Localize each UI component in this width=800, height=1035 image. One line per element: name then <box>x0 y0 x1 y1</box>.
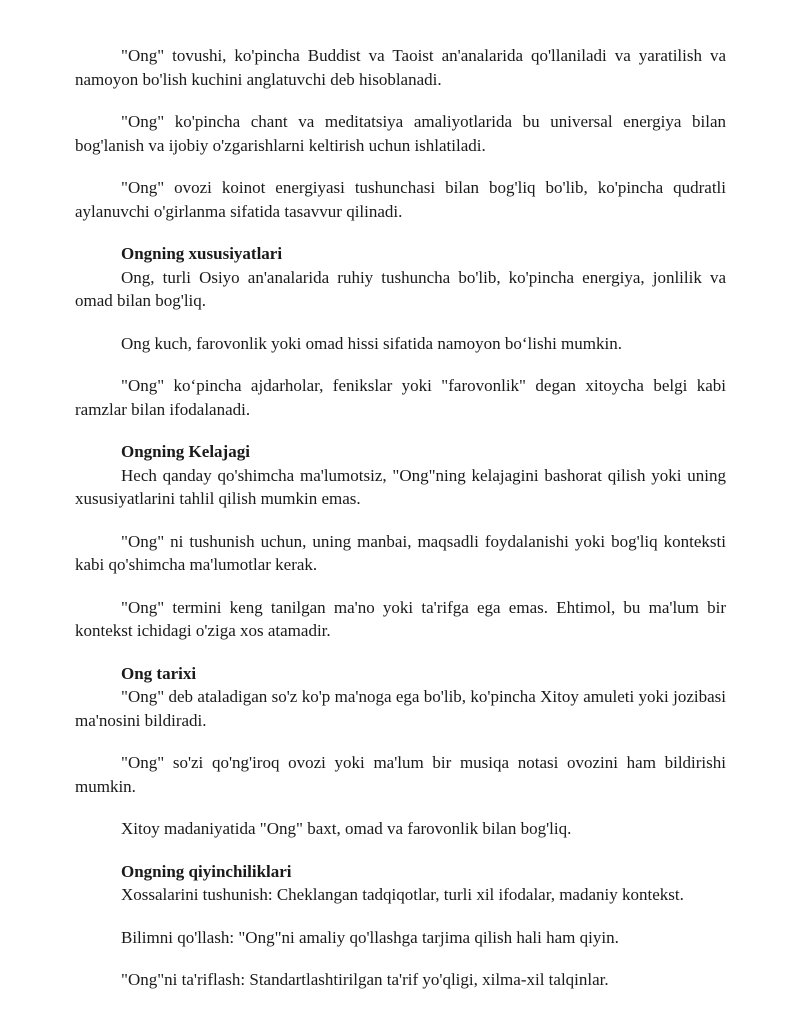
paragraph-future-3: "Ong" termini keng tanilgan ma'no yoki ta'rifga ega emas. Ehtimol, bu ma'lum bir kontekst ichidagi o'ziga xos atamadir. <box>75 597 726 640</box>
paragraph-future-1: Hech qanday qo'shimcha ma'lumotsiz, "Ong"ning kelajagini bashorat qilish yoki uning xususiyatlarini tahlil qilish mumkin emas. <box>75 465 726 508</box>
paragraph-history-2: "Ong" so'zi qo'ng'iroq ovozi yoki ma'lum bir musiqa notasi ovozini ham bildirishi mumkin. <box>75 753 726 796</box>
heading-history: Ong tarixi <box>121 663 197 683</box>
heading-features: Ongning xususiyatlari <box>121 244 283 263</box>
paragraph-challenges-2: Bilimni qo'llash: "Ong"ni amaliy qo'llashga tarjima qilish hali ham qiyin. <box>121 927 619 947</box>
paragraph-challenges-3: "Ong"ni ta'riflash: Standartlashtirilgan ta'rif yo'qligi, xilma-xil talqinlar. <box>121 970 609 989</box>
paragraph-history-3: Xitoy madaniyatida "Ong" baxt, omad va farovonlik bilan bog'liq. <box>121 819 572 838</box>
paragraph-history-1: "Ong" deb ataladigan so'z ko'p ma'noga ega bo'lib, ko'pincha Xitoy amuleti yoki jozibasi ma'nosini bildiradi. <box>75 687 726 730</box>
paragraph-ong-chant: "Ong" ko'pincha chant va meditatsiya amaliyotlarida bu universal energiya bilan bog'lanish va ijobiy o'zgarishlarni keltirish uchun ishlatiladi. <box>75 112 726 155</box>
paragraph-features-3: "Ong" ko‘pincha ajdarholar, fenikslar yoki "farovonlik" degan xitoycha belgi kabi ramzlar bilan ifodalanadi. <box>75 376 726 419</box>
heading-challenges: Ongning qiyinchiliklari <box>121 861 292 881</box>
paragraph-challenges-1: Xossalarini tushunish: Cheklangan tadqiqotlar, turli xil ifodalar, madaniy kontekst. <box>121 885 684 904</box>
document-page <box>75 44 726 992</box>
paragraph-ong-energy: "Ong" ovozi koinot energiyasi tushunchasi bilan bog'liq bo'lib, ko'pincha qudratli aylanuvchi o'girlanma sifatida tasavvur qilinadi. <box>75 178 726 221</box>
heading-future: Ongning Kelajagi <box>121 442 250 461</box>
paragraph-ong-sound: "Ong" tovushi, ko'pincha Buddist va Taoist an'analarida qo'llaniladi va yaratilish va namoyon bo'lish kuchini anglatuvchi deb hisoblanadi. <box>75 46 726 89</box>
paragraph-future-2: "Ong" ni tushunish uchun, uning manbai, maqsadli foydalanishi yoki bog'liq konteksti kabi qo'shimcha ma'lumotlar kerak. <box>75 531 726 574</box>
paragraph-features-1: Ong, turli Osiyo an'analarida ruhiy tushuncha bo'lib, ko'pincha energiya, jonlilik va omad bilan bog'liq. <box>75 267 726 310</box>
paragraph-features-2: Ong kuch, farovonlik yoki omad hissi sifatida namoyon bo‘lishi mumkin. <box>121 333 622 353</box>
